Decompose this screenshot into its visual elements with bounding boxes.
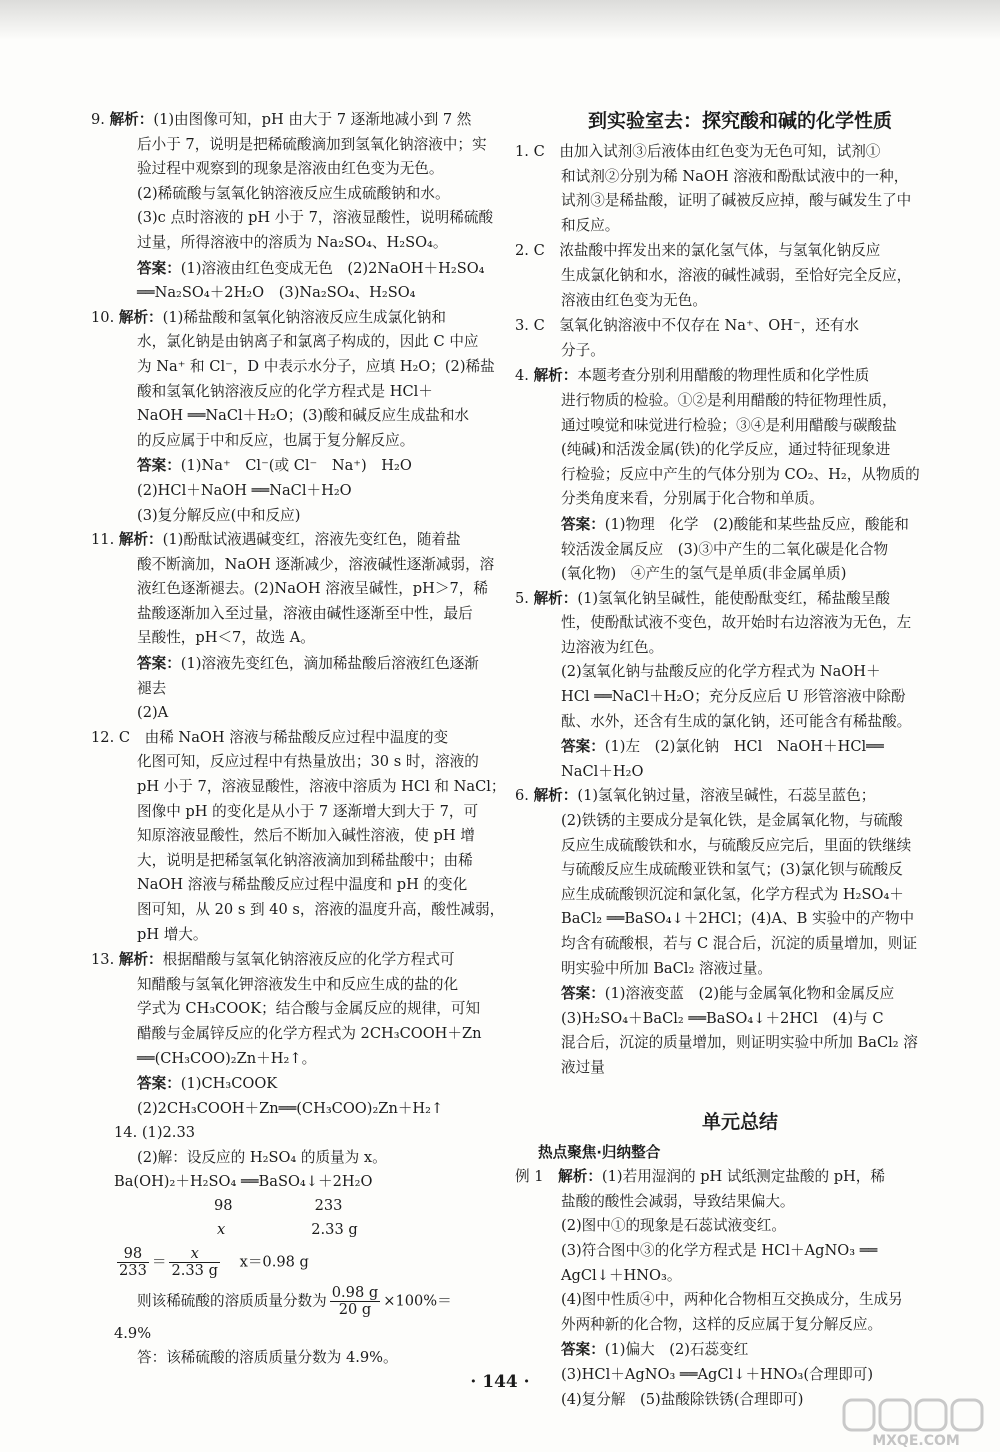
q14-ratio: [114, 1246, 516, 1279]
text-line: 生成氯化钠和水，溶液的碱性减弱，至恰好完全反应，: [561, 266, 912, 284]
label: 答案：: [137, 259, 181, 277]
label: 解析：: [109, 111, 154, 128]
label: 答案：: [561, 1341, 605, 1359]
text-line: 答案：(1)Na⁺ Cl⁻(或 Cl⁻ Na⁺) H₂O: [137, 457, 412, 475]
text-line: (4)复分解 (5)盐酸除铁锈(合理即可): [561, 1390, 804, 1408]
text-line: 大，说明是把稀氢氧化钠溶液滴加到稀盐酸中；由稀: [137, 851, 473, 869]
right-column: [515, 108, 942, 1412]
text-line: 图可知，从 20 s 到 40 s，溶液的温度升高，酸性减弱，: [137, 901, 505, 918]
right-question-5: [515, 587, 942, 735]
text-line: 4. 解析：本题考查分别利用醋酸的物理性质和化学性质: [515, 367, 870, 385]
text-line: 知醋酸与氢氧化钾溶液发生中和反应生成的盐的化: [137, 975, 459, 993]
text-line: 试剂③是稀盐酸，证明了碱被反应掉，酸与碱发生了中: [561, 192, 912, 210]
text-line: 11. 解析：(1)酚酞试液遇碱变红，溶液先变红色，随着盐: [91, 531, 461, 549]
text-line: 例 1 解析：(1)若用湿润的 pH 试纸测定盐酸的 pH，稀: [515, 1168, 885, 1186]
text-line: 3. C 氢氧化钠溶液中不仅存在 Na⁺、OH⁻，还有水: [515, 317, 860, 335]
q14-mw-left: 98: [214, 1196, 233, 1214]
frac-num: 0.98 g: [331, 1283, 379, 1301]
text-line: AgCl↓＋HNO₃。: [561, 1266, 682, 1284]
answer-10: [114, 454, 516, 528]
text-line: 进行物质的检验。①②是利用醋酸的特征物理性质，: [561, 391, 897, 409]
question-14: [114, 1121, 516, 1370]
right-question-4: [515, 364, 942, 512]
text-line: 褪去: [137, 679, 167, 697]
text-line: (2)稀硫酸与氢氧化钠溶液反应生成硫酸钠和水。: [137, 184, 450, 202]
text-line: 外两种新的化合物，这样的反应属于复分解反应。: [561, 1315, 883, 1333]
text-line: 液过量: [561, 1058, 605, 1076]
text-line: 较活泼金属反应 (3)③中产生的二氧化碳是化合物: [561, 540, 889, 558]
q14-mw-right: 233: [314, 1196, 343, 1214]
text-line: 酸和氢氧化钠溶液反应的化学方程式是 HCl＋: [137, 382, 433, 400]
text-line: 13. 解析：根据醋酸与氢氧化钠溶液反应的化学方程式可: [91, 951, 455, 969]
text-line: 6. 解析：(1)氢氧化钠过量，溶液呈碱性，石蕊呈蓝色；: [515, 787, 876, 805]
label: 答案：: [561, 738, 605, 756]
text-line: 答案：(1)溶液由红色变成无色 (2)2NaOH＋H₂SO₄: [137, 259, 485, 277]
text-line: 液红色逐渐褪去。(2)NaOH 溶液呈碱性，pH＞7，稀: [137, 580, 488, 598]
text-line: 答案：(1)CH₃COOK: [137, 1075, 278, 1093]
text-line: 盐酸的酸性会减弱，导致结果偏大。: [561, 1192, 795, 1210]
text-line: 12. C 由稀 NaOH 溶液与稀盐酸反应过程中温度的变: [91, 728, 449, 746]
text-line: 分子。: [561, 341, 605, 359]
page-top-shadow: [0, 0, 1000, 40]
text-line: HCl ══NaCl＋H₂O；充分反应后 U 形管溶液中除酚: [561, 688, 906, 706]
right-question-2: [515, 239, 942, 313]
label: 答案：: [137, 1075, 181, 1093]
answer-13: [114, 1072, 516, 1121]
watermark-logo: [842, 1398, 990, 1448]
text-line: 学式为 CH₃COOK；结合酸与金属反应的规律，可知: [137, 1000, 481, 1018]
text-line: 5. 解析：(1)氢氧化钠呈碱性，能使酚酞变红，稀盐酸呈酸: [515, 589, 890, 607]
text-line: (2)HCl＋NaOH ══NaCl＋H₂O: [137, 481, 352, 499]
q14-equation: Ba(OH)₂＋H₂SO₄ ══BaSO₄↓＋2H₂O: [114, 1172, 373, 1190]
text-line: 行检验；反应中产生的气体分别为 CO₂、H₂，从物质的: [561, 465, 920, 483]
text-line: (4)图中性质④中，两种化合物相互交换成分，生成另: [561, 1291, 903, 1309]
text-line: (纯碱)和活泼金属(铁)的化学反应，通过特征现象进: [561, 441, 891, 459]
label: 解析：: [533, 787, 578, 805]
q14-head: 14. (1)2.33: [114, 1124, 196, 1142]
text-line: (氧化物) ④产生的氢气是单质(非金属单质): [561, 565, 847, 583]
question-12: [91, 726, 516, 947]
question-9: [91, 108, 516, 256]
q14-solve: x＝0.98 g: [239, 1253, 309, 1271]
text-line: 1. C 由加入试剂③后液体由红色变为无色可知，试剂①: [515, 143, 881, 160]
answer-11: [114, 652, 516, 726]
text-line: 水，氯化钠是由钠离子和氯离子构成的，因此 C 中应: [137, 333, 479, 351]
text-line: 化图可知，反应过程中有热量放出；30 s 时，溶液的: [137, 753, 479, 771]
example-1: [515, 1165, 942, 1337]
text-line: 答案：(1)左 (2)氯化钠 HCl NaOH＋HCl══: [561, 738, 884, 756]
text-line: 性，使酚酞试液不变色，故开始时右边溶液为无色，左: [561, 614, 912, 632]
text-line: pH 增大。: [137, 925, 208, 943]
q14-variables: [217, 1218, 516, 1242]
right-answer-6: [538, 982, 942, 1080]
text-line: 为 Na⁺ 和 Cl⁻，D 中表示水分子，应填 H₂O；(2)稀盐: [137, 357, 495, 375]
text-line: ══Na₂SO₄＋2H₂O (3)Na₂SO₄、H₂SO₄: [137, 284, 416, 302]
right-question-3: [515, 314, 942, 363]
text-line: 混合后，沉淀的质量增加，则证明实验中所加 BaCl₂ 溶: [561, 1034, 918, 1052]
text-line: (3)复分解反应(中和反应): [137, 506, 301, 524]
ratio-den-right: 2.33 g: [171, 1261, 218, 1279]
text-line: (2)铁锈的主要成分是氧化铁，是金属氧化物，与硫酸: [561, 812, 903, 830]
label: 答案：: [561, 985, 605, 1003]
label: 答案：: [561, 515, 605, 533]
text-line: (3)c 点时溶液的 pH 小于 7，溶液显酸性，说明稀硫酸: [137, 209, 494, 227]
ratio-num-left: 98: [117, 1246, 149, 1263]
right-question-6: [515, 784, 942, 981]
q14-step: (2)解：设反应的 H₂SO₄ 的质量为 x。: [137, 1148, 387, 1166]
text-line: NaOH 溶液与稀盐酸反应过程中温度和 pH 的变化: [137, 876, 468, 894]
text-line: (2)氢氧化钠与盐酸反应的化学方程式为 NaOH＋: [561, 663, 881, 681]
text-line: 答案：(1)偏大 (2)石蕊变红: [561, 1341, 749, 1359]
text-line: (3)符合图中③的化学方程式是 HCl＋AgNO₃ ══: [561, 1241, 878, 1259]
question-11: [91, 528, 516, 651]
text-line: (2)A: [137, 704, 169, 722]
text-line: 酸不断滴加，NaOH 逐渐减少，溶液碱性逐渐减弱，溶: [137, 555, 495, 573]
q14-molar-masses: [214, 1194, 516, 1218]
question-13: [91, 948, 516, 1071]
label: 答案：: [137, 457, 181, 475]
text-line: 酞、水外，还含有生成的氯化钠，还可能含有稀盐酸。: [561, 712, 912, 730]
text-line: 验过程中观察到的现象是溶液由红色变为无色。: [137, 160, 444, 178]
left-column: [91, 108, 516, 1370]
text-line: 答案：(1)物理 化学 (2)酸能和某些盐反应，酸能和: [561, 515, 909, 533]
ratio-den-left: 233: [119, 1261, 147, 1279]
text-line: 和反应。: [561, 216, 620, 234]
text-line: ══(CH₃COO)₂Zn＋H₂↑。: [137, 1049, 317, 1067]
label: 解析：: [118, 531, 163, 549]
section-title-summary: 单元总结: [701, 1110, 778, 1133]
right-question-1: [515, 140, 942, 238]
text-line: NaOH ══NaCl＋H₂O；(3)酸和碱反应生成盐和水: [137, 407, 470, 425]
text-line: (2)图中①的现象是石蕊试液变红。: [561, 1217, 786, 1235]
ratio-num-right: x: [169, 1246, 219, 1263]
text-line: 与硫酸反应生成硫酸亚铁和氢气；(3)氯化钡与硫酸反: [561, 861, 903, 879]
text-line: 溶液由红色变为无色。: [561, 291, 707, 309]
text-line: 答案：(1)溶液先变红色，滴加稀盐酸后溶液红色逐渐: [137, 655, 479, 673]
label: 解析：: [533, 367, 578, 385]
label: 解析：: [118, 308, 163, 326]
text-line: 知原溶液显酸性，然后不断加入碱性溶液，使 pH 增: [137, 827, 475, 845]
text-line: BaCl₂ ══BaSO₄↓＋2HCl；(4)A、B 实验中的产物中: [561, 910, 915, 928]
text-line: 的反应属于中和反应，也属于复分解反应。: [137, 431, 415, 449]
text-line: 通过嗅觉和味觉进行检验；③④是利用醋酸与碳酸盐: [561, 416, 897, 434]
label: 解析：: [118, 951, 163, 969]
q14-var-left: x: [217, 1220, 226, 1238]
text-line: 过量，所得溶液中的溶质为 Na₂SO₄、H₂SO₄。: [137, 233, 448, 251]
text-line: (3)HCl＋AgNO₃ ══AgCl↓＋HNO₃(合理即可): [561, 1365, 874, 1383]
text-line: (2)2CH₃COOH＋Zn══(CH₃COO)₂Zn＋H₂↑: [137, 1099, 444, 1117]
text-line: 后小于 7，说明是把稀硫酸滴加到氢氧化钠溶液中；实: [137, 135, 487, 153]
text-line: 2. C 浓盐酸中挥发出来的氯化氢气体，与氢氧化钠反应: [515, 242, 881, 260]
question-10: [91, 306, 516, 454]
text-line: 醋酸与金属锌反应的化学方程式为 2CH₃COOH＋Zn: [137, 1024, 482, 1042]
text-line: 反应生成硫酸铁和水，与硫酸反应完后，里面的铁继续: [561, 836, 912, 854]
ratio-equals: ＝: [151, 1253, 167, 1271]
text-line: 9. 解析：(1)由图像可知，pH 由大于 7 逐渐地减小到 7 然: [91, 111, 472, 128]
label: 解析：: [533, 589, 578, 607]
text-line: 图像中 pH 的变化是从小于 7 逐渐增大到大于 7，可: [137, 802, 479, 820]
text-line: 均含有硫酸根，若与 C 混合后，沉淀的质量增加，则证: [561, 935, 918, 952]
label: 答案：: [137, 655, 181, 673]
text-line: NaCl＋H₂O: [561, 762, 644, 780]
label: 解析：: [558, 1168, 602, 1186]
q14-result: 4.9%: [114, 1324, 152, 1342]
frac-prefix: 则该稀硫酸的溶质质量分数为: [137, 1292, 327, 1310]
frac-den: 20 g: [338, 1300, 372, 1318]
text-line: (3)H₂SO₄＋BaCl₂ ══BaSO₄↓＋2HCl (4)与 C: [561, 1009, 884, 1027]
right-answer-5: [538, 735, 942, 784]
text-line: 应生成硫酸钡沉淀和氯化氢，化学方程式为 H₂SO₄＋: [561, 885, 904, 903]
answer-9: [114, 257, 516, 306]
page-number: · 144 ·: [470, 1372, 530, 1392]
subsection-title: 热点聚焦·归纳整合: [538, 1143, 661, 1161]
text-line: pH 小于 7，溶液显酸性，溶液中溶质为 HCl 和 NaCl；: [137, 778, 506, 796]
q14-final: 答：该稀硫酸的溶质质量分数为 4.9%。: [137, 1348, 398, 1366]
section-title-lab: 到实验室去：探究酸和碱的化学性质: [587, 110, 892, 132]
text-line: 呈酸性，pH＜7，故选 A。: [137, 629, 315, 647]
frac-suffix: ×100%＝: [383, 1292, 452, 1310]
text-line: 和试剂②分别为稀 NaOH 溶液和酚酞试液中的一种，: [561, 167, 909, 185]
q14-var-right: 2.33 g: [311, 1220, 358, 1238]
right-answer-4: [538, 513, 942, 587]
watermark-text: MXQE.COM: [872, 1433, 960, 1449]
text-line: 分类角度来看，分别属于化合物和单质。: [561, 490, 824, 508]
text-line: 边溶液为红色。: [561, 638, 664, 656]
q14-fraction-line: [137, 1285, 516, 1318]
text-line: 盐酸逐渐加入至过量，溶液由碱性逐渐至中性，最后: [137, 604, 473, 622]
text-line: 明实验中所加 BaCl₂ 溶液过量。: [561, 959, 772, 977]
text-line: 10. 解析：(1)稀盐酸和氢氧化钠溶液反应生成氯化钠和: [91, 308, 447, 326]
text-line: 答案：(1)溶液变蓝 (2)能与金属氧化物和金属反应: [561, 985, 895, 1003]
